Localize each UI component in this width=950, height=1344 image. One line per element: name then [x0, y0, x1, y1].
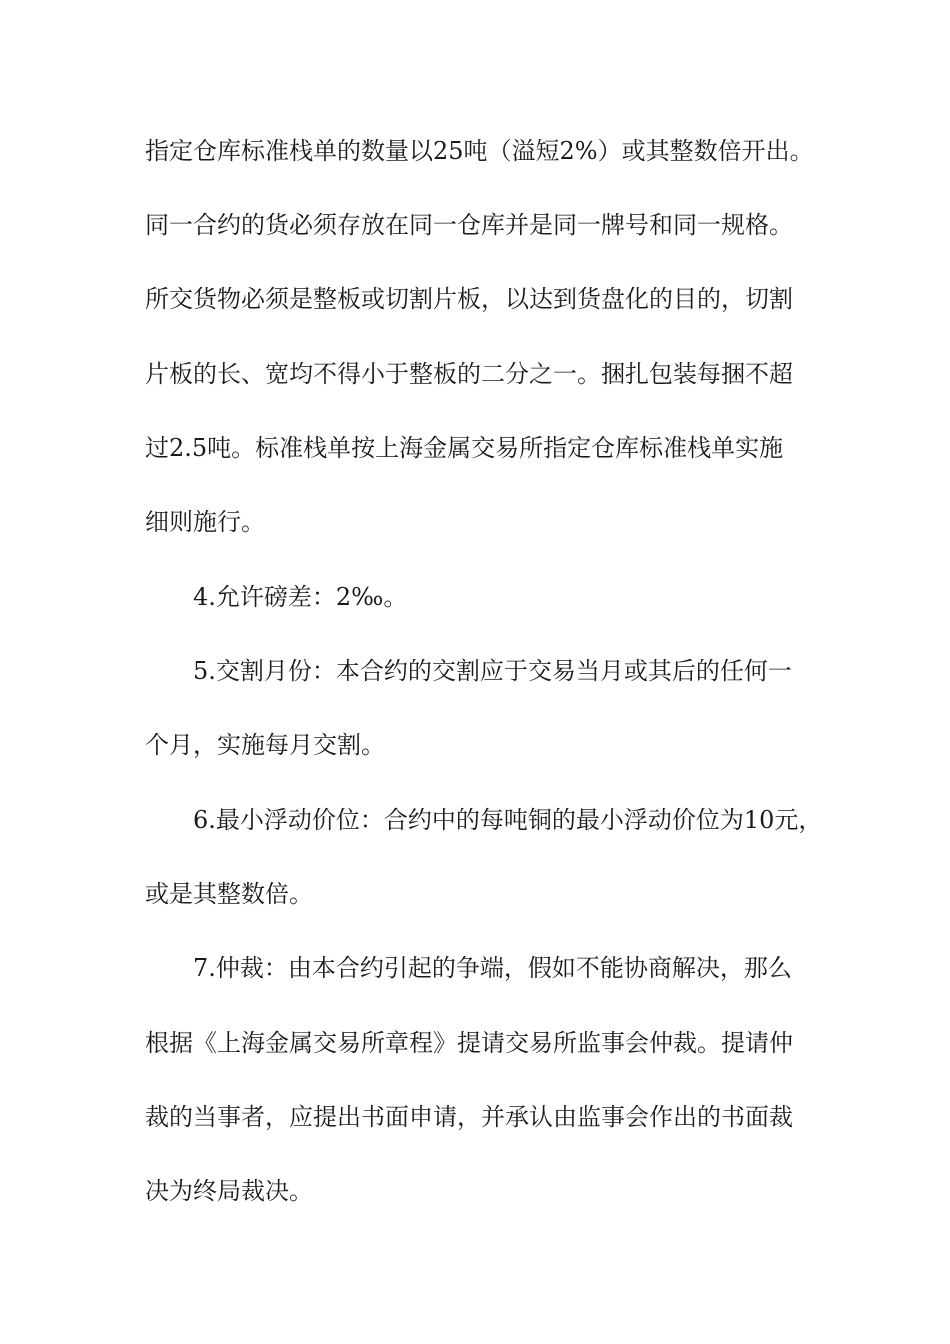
text-line: 指定仓库标准栈单的数量以25吨（溢短2%）或其整数倍开出。	[145, 137, 814, 165]
text-line: 根据《上海金属交易所章程》提请交易所监事会仲裁。提请仲	[145, 1029, 793, 1057]
text-line: 决为终局裁决。	[145, 1177, 313, 1205]
text-line: 片板的长、宽均不得小于整板的二分之一。捆扎包装每捆不超	[145, 360, 793, 388]
text-line: 裁的当事者，应提出书面申请，并承认由监事会作出的书面裁	[145, 1103, 793, 1131]
clause-5-delivery-month: 5.交割月份：本合约的交割应于交易当月或其后的任何一	[193, 657, 792, 685]
clause-7-arbitration: 7.仲裁：由本合约引起的争端，假如不能协商解决，那么	[193, 954, 792, 982]
text-line: 细则施行。	[145, 508, 265, 536]
text-line: 过2.5吨。标准栈单按上海金属交易所指定仓库标准栈单实施	[145, 434, 784, 462]
clause-6-minimum-price-fluctuation: 6.最小浮动价位：合约中的每吨铜的最小浮动价位为10元，	[193, 806, 823, 834]
clause-4-allowed-weight-difference: 4.允许磅差：2‰。	[193, 583, 408, 611]
text-line: 同一合约的货必须存放在同一仓库并是同一牌号和同一规格。	[145, 211, 793, 239]
text-line: 所交货物必须是整板或切割片板，以达到货盘化的目的，切割	[145, 285, 793, 313]
text-line: 或是其整数倍。	[145, 880, 313, 908]
text-line: 个月，实施每月交割。	[145, 731, 385, 759]
